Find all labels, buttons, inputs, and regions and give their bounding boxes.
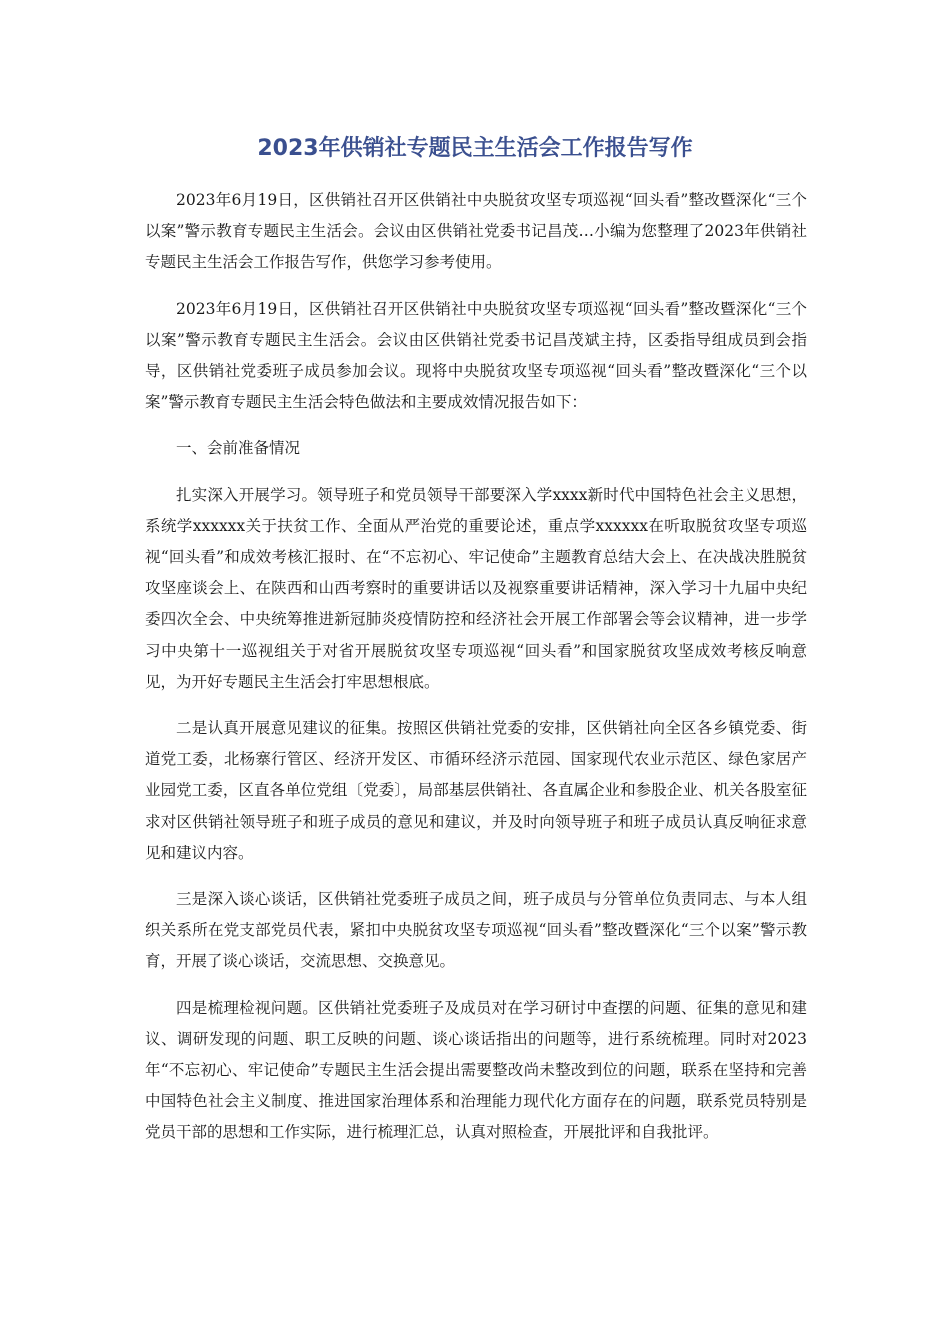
paragraph-meeting-overview: 2023年6月19日，区供销社召开区供销社中央脱贫攻坚专项巡视“回头看”整改暨深化“三个以案”警示教育专题民主生活会。会议由区供销社党委书记昌茂斌主持，区委指导组成员到会指导，区供销社党委班子成员参加会议。现将中央脱贫攻坚专项巡视“回头看”整改暨深化“三个以案”警示教育专题民主生活会特色做法和主要成效情况报告如下： — [145, 299, 807, 412]
paragraph-study: 扎实深入开展学习。领导班子和党员领导干部要深入学xxxx新时代中国特色社会主义思想，系统学xxxxxx关于扶贫工作、全面从严治党的重要论述，重点学xxxxxx在听取脱贫攻坚专项巡视“回头看”和成效考核汇报时、在“不忘初心、牢记使命”主题教育总结大会上、在决战决胜脱贫攻坚座谈会上、在陕西和山西考察时的重要讲话以及视察重要讲话精神，深入学习十九届中央纪委四次全会、中央统筹推进新冠肺炎疫情防控和经济社会开展工作部署会等会议精神，进一步学习中央第十一巡视组关于对省开展脱贫攻坚专项巡视“回头看”和国家脱贫攻坚成效考核反响意见，为开好专题民主生活会打牢思想根底。 — [145, 485, 807, 691]
paragraph-intro-summary: 2023年6月19日，区供销社召开区供销社中央脱贫攻坚专项巡视“回头看”整改暨深化“三个以案”警示教育专题民主生活会。会议由区供销社党委书记昌茂…小编为您整理了2023年供销社专题民主生活会工作报告写作，供您学习参考使用。 — [145, 191, 807, 272]
document-body — [145, 185, 807, 1164]
section-heading-preparation: 一、会前准备情况 — [176, 439, 301, 458]
paragraph-opinion-collection: 二是认真开展意见建议的征集。按照区供销社党委的安排，区供销社向全区各乡镇党委、街道党工委，北杨寨行管区、经济开发区、市循环经济示范园、国家现代农业示范区、绿色家居产业园党工委，区直各单位党组〔党委〕，局部基层供销社、各直属企业和参股企业、机关各股室征求对区供销社领导班子和班子成员的意见和建议，并及时向领导班子和班子成员认真反响征求意见和建议内容。 — [145, 719, 807, 862]
page-title: 2023年供销社专题民主生活会工作报告写作 — [257, 136, 693, 161]
paragraph-problem-review: 四是梳理检视问题。区供销社党委班子及成员对在学习研讨中查摆的问题、征集的意见和建议、调研发现的问题、职工反映的问题、谈心谈话指出的问题等，进行系统梳理。同时对2023年“不忘初心、牢记使命”专题民主生活会提出需要整改尚未整改到位的问题，联系在坚持和完善中国特色社会主义制度、推进国家治理体系和治理能力现代化方面存在的问题，联系党员特别是党员干部的思想和工作实际，进行梳理汇总，认真对照检查，开展批评和自我批评。 — [145, 998, 807, 1142]
paragraph-heart-to-heart-talks: 三是深入谈心谈话，区供销社党委班子成员之间，班子成员与分管单位负责同志、与本人组织关系所在党支部党员代表，紧扣中央脱贫攻坚专项巡视“回头看”整改暨深化“三个以案”警示教育，开展了谈心谈话，交流思想、交换意见。 — [145, 890, 807, 971]
